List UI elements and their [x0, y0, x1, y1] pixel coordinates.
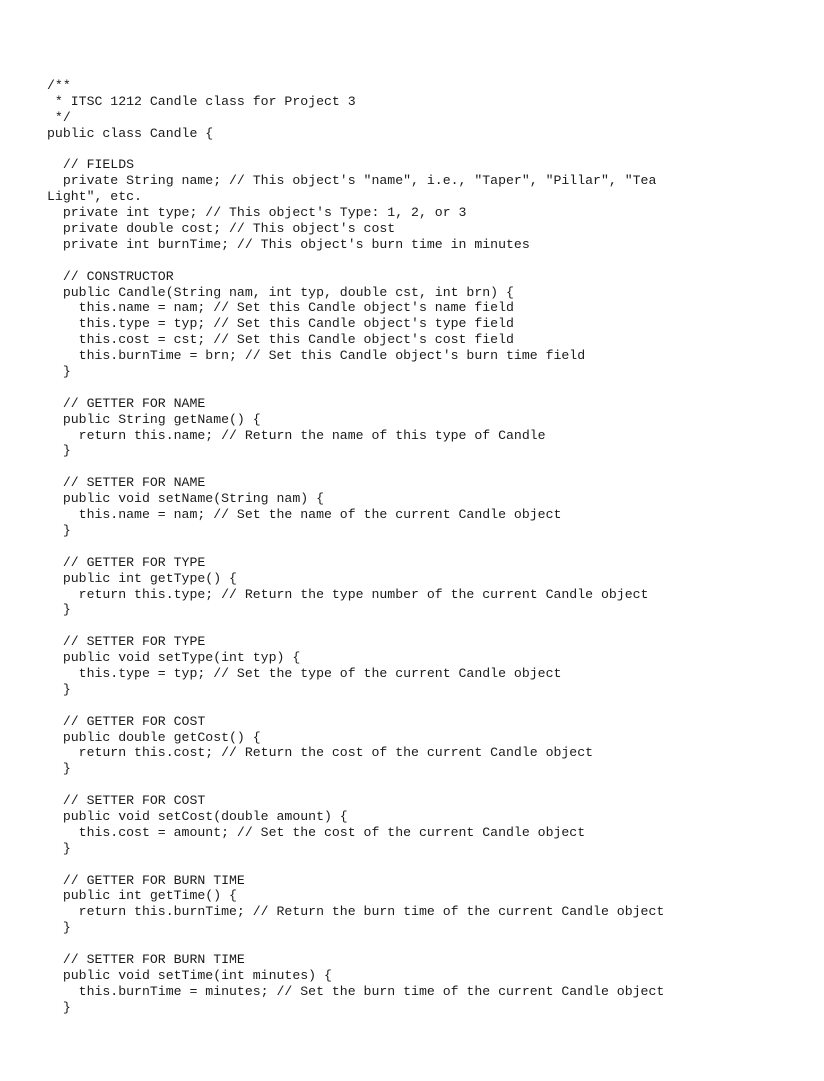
code-line: public Candle(String nam, int typ, double cst, int brn) {: [47, 284, 514, 300]
code-line: this.name = nam; // Set this Candle object's name field: [47, 300, 514, 316]
code-line: * ITSC 1212 Candle class for Project 3: [47, 93, 356, 109]
code-line: return this.cost; // Return the cost of the current Candle object: [47, 745, 594, 761]
code-line: [47, 857, 807, 873]
code-line: // GETTER FOR TYPE: [47, 554, 206, 570]
code-line: [47, 698, 807, 714]
code-line: public class Candle {: [47, 125, 214, 141]
code-line: }: [47, 840, 71, 856]
code-line: }: [47, 522, 71, 538]
code-line: return this.burnTime; // Return the burn time of the current Candle object: [47, 904, 665, 920]
code-line: [47, 539, 807, 555]
code-line: // SETTER FOR NAME: [47, 475, 206, 491]
code-line: public void setType(int typ) {: [47, 650, 301, 666]
code-line: this.cost = amount; // Set the cost of the current Candle object: [47, 824, 586, 840]
code-line: return this.type; // Return the type number of the current Candle object: [47, 586, 649, 602]
code-line: this.burnTime = minutes; // Set the burn time of the current Candle object: [47, 983, 665, 999]
code-line: }: [47, 761, 71, 777]
code-line: [47, 459, 807, 475]
code-line: private int type; // This object's Type: 1, 2, or 3: [47, 205, 467, 221]
code-line: this.name = nam; // Set the name of the current Candle object: [47, 507, 562, 523]
code-line: [47, 936, 807, 952]
code-line: }: [47, 602, 71, 618]
code-line: [47, 380, 807, 396]
code-line: this.type = typ; // Set this Candle object's type field: [47, 316, 514, 332]
code-line: // SETTER FOR BURN TIME: [47, 951, 245, 967]
code-line: private double cost; // This object's cost: [47, 221, 396, 237]
code-line: private int burnTime; // This object's burn time in minutes: [47, 236, 530, 252]
code-line: }: [47, 681, 71, 697]
code-line: [47, 142, 807, 158]
code-line: // GETTER FOR BURN TIME: [47, 872, 245, 888]
code-line: [47, 777, 807, 793]
code-line: [47, 253, 807, 269]
code-line: public void setTime(int minutes) {: [47, 967, 332, 983]
code-line: public int getTime() {: [47, 888, 237, 904]
code-line: private String name; // This object's "name", i.e., "Taper", "Pillar", "Tea: [47, 173, 657, 189]
code-line: // FIELDS: [47, 157, 135, 173]
code-line: // CONSTRUCTOR: [47, 268, 174, 284]
code-line: // SETTER FOR TYPE: [47, 634, 206, 650]
code-line: // GETTER FOR COST: [47, 713, 206, 729]
code-line: public void setCost(double amount) {: [47, 808, 348, 824]
code-line: this.type = typ; // Set the type of the current Candle object: [47, 665, 562, 681]
code-line: public int getType() {: [47, 570, 237, 586]
code-line: return this.name; // Return the name of this type of Candle: [47, 427, 546, 443]
code-line: this.burnTime = brn; // Set this Candle object's burn time field: [47, 348, 586, 364]
code-line: public double getCost() {: [47, 729, 261, 745]
code-line: this.cost = cst; // Set this Candle object's cost field: [47, 332, 514, 348]
code-line: // SETTER FOR COST: [47, 793, 206, 809]
code-line: */: [47, 109, 71, 125]
code-line: // GETTER FOR NAME: [47, 395, 206, 411]
code-line: /**: [47, 78, 71, 93]
code-line: }: [47, 364, 71, 380]
code-line: }: [47, 443, 71, 459]
code-line: Light", etc.: [47, 189, 142, 205]
code-line: }: [47, 920, 71, 936]
code-line: public String getName() {: [47, 411, 261, 427]
code-listing: [47, 78, 807, 1016]
code-line: public void setName(String nam) {: [47, 491, 324, 507]
code-line: }: [47, 999, 71, 1015]
code-line: [47, 618, 807, 634]
